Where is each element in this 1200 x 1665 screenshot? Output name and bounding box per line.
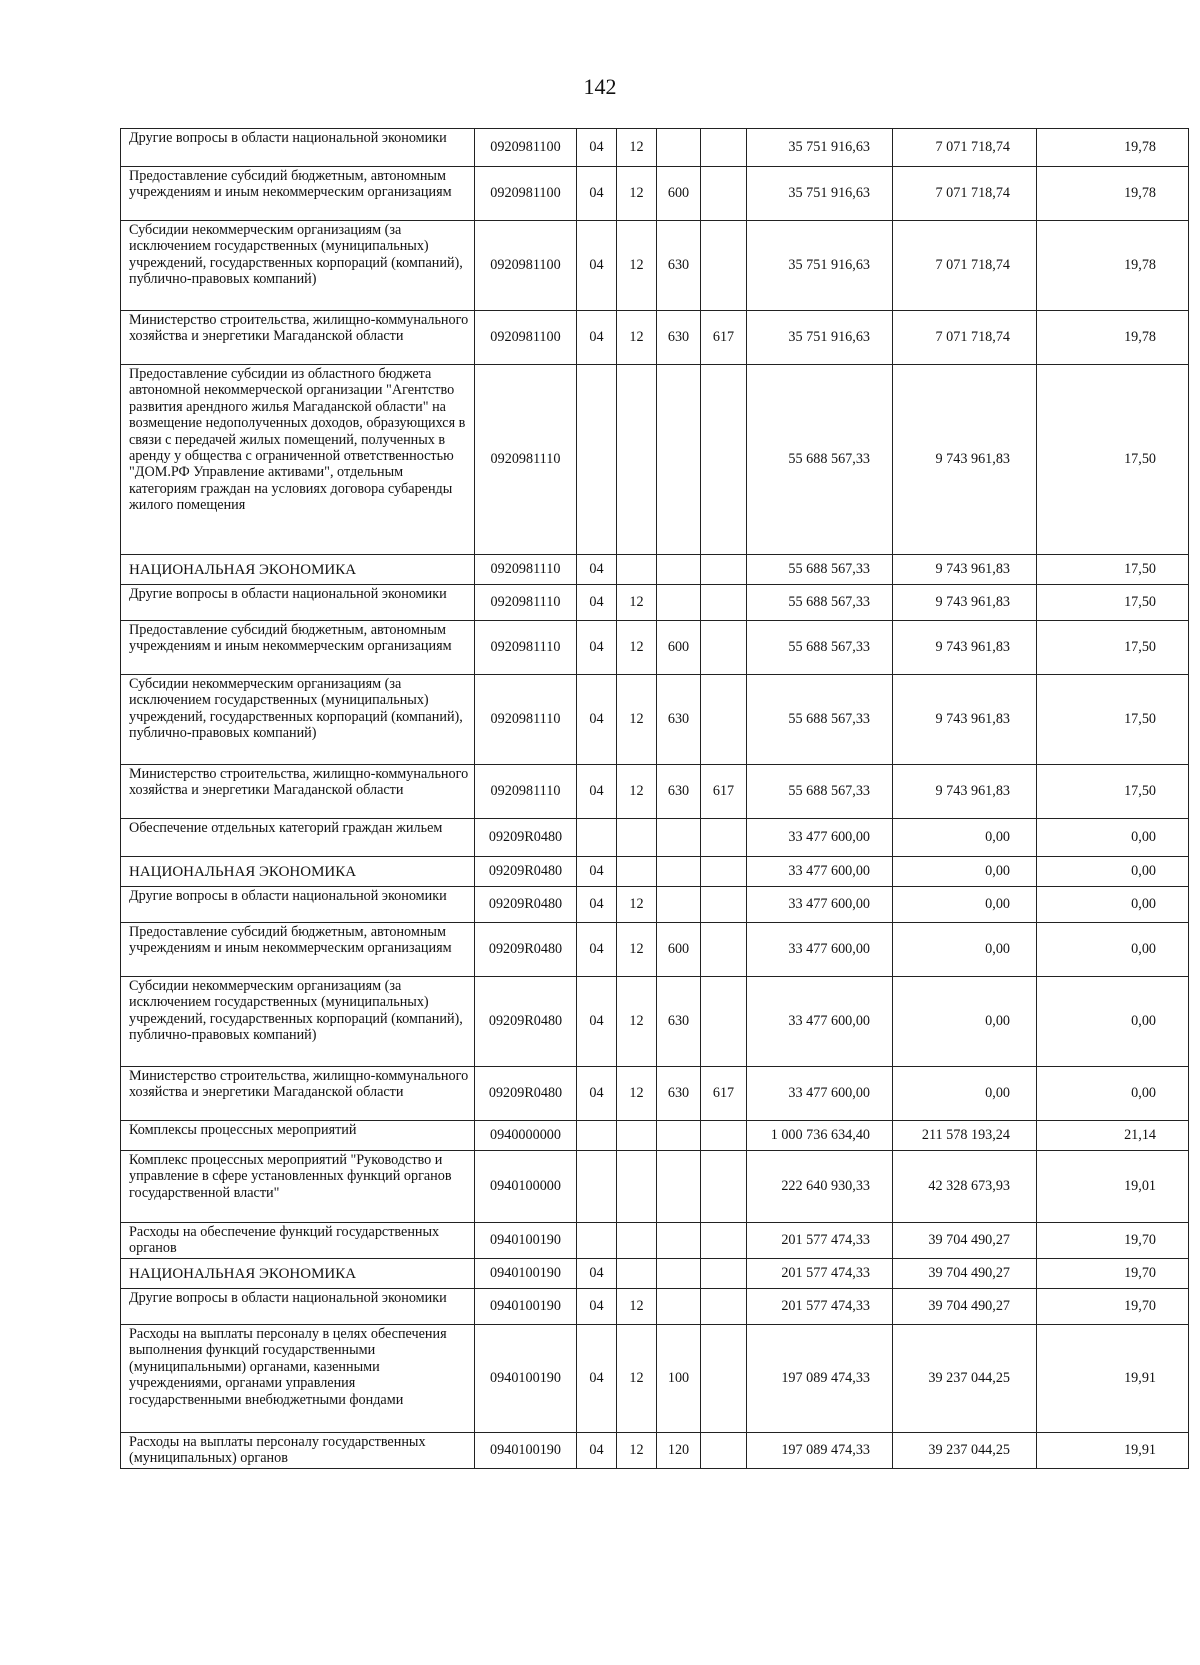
planned-amount: 222 640 930,33 [747,1151,893,1223]
execution-percent: 17,50 [1037,675,1189,765]
planned-amount: 197 089 474,33 [747,1433,893,1469]
expense-type-code [657,129,701,167]
executed-amount: 9 743 961,83 [893,621,1037,675]
executed-amount: 0,00 [893,887,1037,923]
execution-percent: 21,14 [1037,1121,1189,1151]
expense-type-code: 630 [657,765,701,819]
row-name: Другие вопросы в области национальной экономики [121,887,475,923]
row-name: Предоставление субсидий бюджетным, автономным учреждениям и иным некоммерческим организациям [121,167,475,221]
execution-percent: 19,91 [1037,1433,1189,1469]
administrator-code [701,1259,747,1289]
section-code: 04 [577,923,617,977]
row-name: Расходы на выплаты персоналу в целях обеспечения выполнения функций государственными (муниципальными) органами, казенными учреждениями, органами управления государственными внебюджетными фондами [121,1325,475,1433]
administrator-code [701,1223,747,1259]
subsection-code: 12 [617,977,657,1067]
administrator-code: 617 [701,1067,747,1121]
table-row [121,819,1189,857]
target-article-code: 0940100000 [475,1151,577,1223]
target-article-code: 0940000000 [475,1121,577,1151]
section-code: 04 [577,621,617,675]
executed-amount: 9 743 961,83 [893,675,1037,765]
planned-amount: 55 688 567,33 [747,555,893,585]
row-name: Другие вопросы в области национальной экономики [121,129,475,167]
expense-type-code: 600 [657,167,701,221]
expense-type-code [657,585,701,621]
execution-percent: 17,50 [1037,585,1189,621]
planned-amount: 33 477 600,00 [747,977,893,1067]
expense-type-code [657,1259,701,1289]
planned-amount: 33 477 600,00 [747,819,893,857]
target-article-code: 0920981110 [475,585,577,621]
table-row [121,765,1189,819]
target-article-code: 0920981110 [475,555,577,585]
administrator-code [701,1433,747,1469]
row-name: Другие вопросы в области национальной экономики [121,1289,475,1325]
planned-amount: 55 688 567,33 [747,621,893,675]
execution-percent: 19,70 [1037,1289,1189,1325]
subsection-code [617,555,657,585]
executed-amount: 7 071 718,74 [893,311,1037,365]
row-name: Расходы на выплаты персоналу государственных (муниципальных) органов [121,1433,475,1469]
subsection-code: 12 [617,167,657,221]
administrator-code [701,887,747,923]
execution-percent: 19,78 [1037,311,1189,365]
target-article-code: 09209R0480 [475,857,577,887]
row-name: НАЦИОНАЛЬНАЯ ЭКОНОМИКА [121,857,475,887]
target-article-code: 0940100190 [475,1325,577,1433]
target-article-code: 0940100190 [475,1289,577,1325]
expense-type-code [657,819,701,857]
expense-type-code [657,857,701,887]
table-row [121,621,1189,675]
planned-amount: 35 751 916,63 [747,129,893,167]
table-row [121,585,1189,621]
executed-amount: 39 704 490,27 [893,1223,1037,1259]
expense-type-code [657,365,701,555]
target-article-code: 09209R0480 [475,887,577,923]
planned-amount: 1 000 736 634,40 [747,1121,893,1151]
subsection-code: 12 [617,585,657,621]
subsection-code [617,1151,657,1223]
executed-amount: 0,00 [893,857,1037,887]
target-article-code: 09209R0480 [475,819,577,857]
table-row [121,555,1189,585]
execution-percent: 19,91 [1037,1325,1189,1433]
executed-amount: 39 237 044,25 [893,1433,1037,1469]
expense-type-code [657,1121,701,1151]
executed-amount: 39 237 044,25 [893,1325,1037,1433]
planned-amount: 35 751 916,63 [747,311,893,365]
expense-type-code: 630 [657,1067,701,1121]
subsection-code: 12 [617,129,657,167]
row-name: Другие вопросы в области национальной экономики [121,585,475,621]
execution-percent: 19,78 [1037,221,1189,311]
subsection-code [617,365,657,555]
section-code [577,1121,617,1151]
target-article-code: 09209R0480 [475,977,577,1067]
table-row [121,1259,1189,1289]
section-code: 04 [577,1433,617,1469]
section-code: 04 [577,585,617,621]
table-row [121,1325,1189,1433]
planned-amount: 197 089 474,33 [747,1325,893,1433]
row-name: Министерство строительства, жилищно-коммунального хозяйства и энергетики Магаданской области [121,765,475,819]
subsection-code: 12 [617,923,657,977]
planned-amount: 33 477 600,00 [747,1067,893,1121]
row-name: Субсидии некоммерческим организациям (за исключением государственных (муниципальных) учреждений, государственных корпораций (компаний), публично-правовых компаний) [121,221,475,311]
expense-type-code: 630 [657,675,701,765]
section-code: 04 [577,1325,617,1433]
section-code: 04 [577,221,617,311]
target-article-code: 09209R0480 [475,1067,577,1121]
section-code: 04 [577,1067,617,1121]
subsection-code [617,1259,657,1289]
administrator-code [701,365,747,555]
table-row [121,1151,1189,1223]
administrator-code [701,621,747,675]
executed-amount: 9 743 961,83 [893,585,1037,621]
table-row [121,1289,1189,1325]
execution-percent: 0,00 [1037,923,1189,977]
executed-amount: 211 578 193,24 [893,1121,1037,1151]
administrator-code [701,1151,747,1223]
row-name: НАЦИОНАЛЬНАЯ ЭКОНОМИКА [121,1259,475,1289]
target-article-code: 0920981100 [475,129,577,167]
executed-amount: 7 071 718,74 [893,221,1037,311]
administrator-code [701,129,747,167]
subsection-code: 12 [617,765,657,819]
row-name: Расходы на обеспечение функций государственных органов [121,1223,475,1259]
subsection-code: 12 [617,1325,657,1433]
table-row [121,1223,1189,1259]
execution-percent: 19,78 [1037,167,1189,221]
table-row [121,675,1189,765]
execution-percent: 0,00 [1037,1067,1189,1121]
executed-amount: 0,00 [893,1067,1037,1121]
subsection-code: 12 [617,887,657,923]
section-code: 04 [577,857,617,887]
row-name: Комплекс процессных мероприятий "Руководство и управление в сфере установленных функций органов государственной власти" [121,1151,475,1223]
administrator-code [701,555,747,585]
target-article-code: 0920981110 [475,365,577,555]
expense-type-code [657,1151,701,1223]
executed-amount: 0,00 [893,819,1037,857]
section-code [577,819,617,857]
execution-percent: 17,50 [1037,365,1189,555]
section-code: 04 [577,129,617,167]
subsection-code: 12 [617,1067,657,1121]
page-number: 142 [583,74,617,99]
section-code [577,365,617,555]
execution-percent: 19,70 [1037,1223,1189,1259]
execution-percent: 17,50 [1037,621,1189,675]
administrator-code [701,857,747,887]
expense-type-code: 630 [657,977,701,1067]
table-row [121,221,1189,311]
planned-amount: 35 751 916,63 [747,221,893,311]
administrator-code [701,923,747,977]
planned-amount: 201 577 474,33 [747,1259,893,1289]
execution-percent: 19,78 [1037,129,1189,167]
section-code: 04 [577,1259,617,1289]
executed-amount: 7 071 718,74 [893,129,1037,167]
row-name: Министерство строительства, жилищно-коммунального хозяйства и энергетики Магаданской области [121,1067,475,1121]
section-code: 04 [577,555,617,585]
subsection-code: 12 [617,311,657,365]
table-row [121,977,1189,1067]
subsection-code: 12 [617,1433,657,1469]
administrator-code [701,167,747,221]
target-article-code: 0940100190 [475,1259,577,1289]
planned-amount: 55 688 567,33 [747,765,893,819]
planned-amount: 33 477 600,00 [747,887,893,923]
target-article-code: 0940100190 [475,1433,577,1469]
row-name: НАЦИОНАЛЬНАЯ ЭКОНОМИКА [121,555,475,585]
target-article-code: 0920981110 [475,621,577,675]
administrator-code [701,977,747,1067]
row-name: Комплексы процессных мероприятий [121,1121,475,1151]
target-article-code: 0920981100 [475,311,577,365]
administrator-code [701,675,747,765]
row-name: Предоставление субсидий бюджетным, автономным учреждениям и иным некоммерческим организациям [121,923,475,977]
subsection-code [617,857,657,887]
section-code [577,1151,617,1223]
subsection-code [617,1121,657,1151]
execution-percent: 17,50 [1037,765,1189,819]
execution-percent: 0,00 [1037,857,1189,887]
administrator-code [701,1121,747,1151]
planned-amount: 55 688 567,33 [747,585,893,621]
target-article-code: 0920981100 [475,167,577,221]
subsection-code: 12 [617,221,657,311]
executed-amount: 7 071 718,74 [893,167,1037,221]
section-code: 04 [577,977,617,1067]
expense-type-code: 600 [657,621,701,675]
planned-amount: 201 577 474,33 [747,1223,893,1259]
planned-amount: 33 477 600,00 [747,923,893,977]
row-name: Субсидии некоммерческим организациям (за исключением государственных (муниципальных) учреждений, государственных корпораций (компаний), публично-правовых компаний) [121,675,475,765]
executed-amount: 9 743 961,83 [893,365,1037,555]
table-row [121,857,1189,887]
table-row [121,129,1189,167]
administrator-code [701,585,747,621]
expense-type-code: 630 [657,311,701,365]
executed-amount: 39 704 490,27 [893,1259,1037,1289]
target-article-code: 0920981110 [475,765,577,819]
planned-amount: 201 577 474,33 [747,1289,893,1325]
subsection-code: 12 [617,1289,657,1325]
section-code: 04 [577,765,617,819]
target-article-code: 0940100190 [475,1223,577,1259]
executed-amount: 9 743 961,83 [893,555,1037,585]
section-code: 04 [577,675,617,765]
table-row [121,1433,1189,1469]
table-body [121,129,1189,1469]
target-article-code: 0920981110 [475,675,577,765]
section-code: 04 [577,167,617,221]
table-row [121,887,1189,923]
table-row [121,1121,1189,1151]
target-article-code: 09209R0480 [475,923,577,977]
executed-amount: 0,00 [893,977,1037,1067]
administrator-code [701,221,747,311]
row-name: Министерство строительства, жилищно-коммунального хозяйства и энергетики Магаданской области [121,311,475,365]
administrator-code [701,1325,747,1433]
execution-percent: 17,50 [1037,555,1189,585]
row-name: Предоставление субсидий бюджетным, автономным учреждениям и иным некоммерческим организациям [121,621,475,675]
planned-amount: 55 688 567,33 [747,675,893,765]
expense-type-code [657,887,701,923]
execution-percent: 19,70 [1037,1259,1189,1289]
table-row [121,167,1189,221]
expense-type-code: 120 [657,1433,701,1469]
planned-amount: 35 751 916,63 [747,167,893,221]
expense-type-code [657,555,701,585]
row-name: Предоставление субсидии из областного бюджета автономной некоммерческой организации "Агентство развития арендного жилья Магаданской области" на возмещение недополученных доходов, образующихся в связи с передачей жилых помещений, полученных в аренду у общества с ограниченной ответственностью "ДОМ.РФ Управление активами", отдельным категориям граждан на условиях договора субаренды жилого помещения [121,365,475,555]
executed-amount: 39 704 490,27 [893,1289,1037,1325]
table-row [121,365,1189,555]
planned-amount: 33 477 600,00 [747,857,893,887]
row-name: Обеспечение отдельных категорий граждан жильем [121,819,475,857]
executed-amount: 0,00 [893,923,1037,977]
target-article-code: 0920981100 [475,221,577,311]
subsection-code: 12 [617,675,657,765]
subsection-code [617,819,657,857]
section-code: 04 [577,311,617,365]
administrator-code: 617 [701,311,747,365]
executed-amount: 9 743 961,83 [893,765,1037,819]
row-name: Субсидии некоммерческим организациям (за исключением государственных (муниципальных) учреждений, государственных корпораций (компаний), публично-правовых компаний) [121,977,475,1067]
execution-percent: 0,00 [1037,977,1189,1067]
executed-amount: 42 328 673,93 [893,1151,1037,1223]
budget-execution-table [120,128,1189,1469]
expense-type-code: 630 [657,221,701,311]
planned-amount: 55 688 567,33 [747,365,893,555]
administrator-code [701,1289,747,1325]
expense-type-code: 100 [657,1325,701,1433]
execution-percent: 0,00 [1037,819,1189,857]
table-row [121,1067,1189,1121]
section-code [577,1223,617,1259]
administrator-code [701,819,747,857]
section-code: 04 [577,1289,617,1325]
expense-type-code [657,1289,701,1325]
subsection-code: 12 [617,621,657,675]
subsection-code [617,1223,657,1259]
expense-type-code: 600 [657,923,701,977]
expense-type-code [657,1223,701,1259]
execution-percent: 0,00 [1037,887,1189,923]
execution-percent: 19,01 [1037,1151,1189,1223]
table-row [121,923,1189,977]
table-row [121,311,1189,365]
administrator-code: 617 [701,765,747,819]
section-code: 04 [577,887,617,923]
